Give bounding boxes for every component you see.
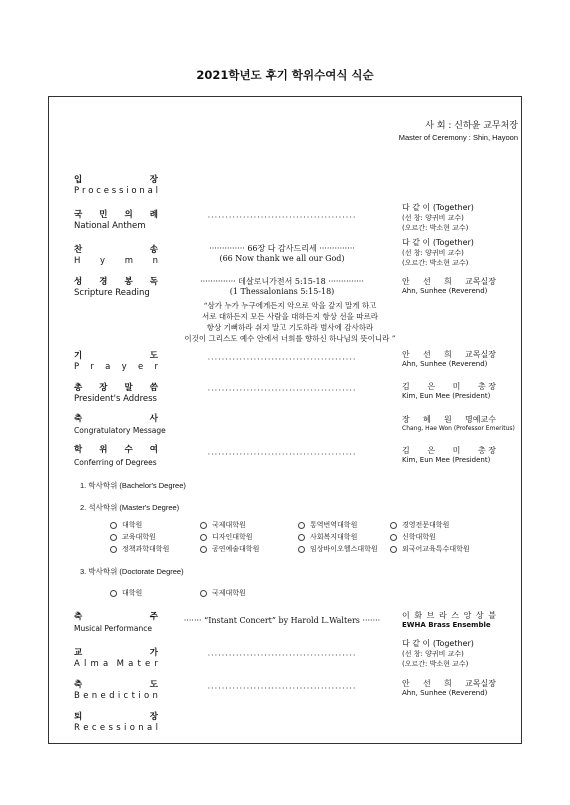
bachelor-heading: 1. 학사학위 (Bachelor's Degree) bbox=[80, 481, 186, 490]
doctor-heading: 3. 박사학위 (Doctorate Degree) bbox=[80, 567, 184, 576]
page-title: 2021학년도 후기 학위수여식 식순 bbox=[196, 68, 374, 82]
scripture-ref-en: (1 Thessalonians 5:15-18) bbox=[229, 287, 335, 296]
alma-ko: 교 가 bbox=[74, 648, 158, 658]
musical-title: ······· “Instant Concert” by Harold L.Walters ······· bbox=[183, 616, 381, 625]
scripture-performer: 안 선 희 교목실장 Ahn, Sunhee (Reverend) bbox=[402, 277, 496, 295]
master-option: 임상바이오헬스대학원 bbox=[298, 544, 378, 554]
scripture-en: Scripture Reading bbox=[74, 288, 150, 298]
prayer-en: P r a y e r bbox=[74, 362, 158, 372]
scripture-ko: 성 경 봉 독 bbox=[74, 277, 158, 287]
musical-ko: 축 주 bbox=[74, 612, 158, 622]
scripture-quote: “삼가 누가 누구에게든지 악으로 악을 갚지 말게 하고 서로 대하든지 모든 사람을 대하든지 항상 선을 따르라 항상 기뻐하라 쉬지 말고 기도하라 범사에 감사하라 이것이 그리스도 예수 안에서 너희를 향하신 하나님의 뜻이니라 ” bbox=[184, 301, 396, 343]
master-option: 경영전문대학원 bbox=[390, 520, 449, 530]
congrat-performer: 장 혜 원 명예교수 Chang, Hae Won (Professor Emeritus) bbox=[402, 415, 515, 432]
hymn-title-ko: ·············· 66장 다 감사드리세 ·············· bbox=[209, 244, 355, 253]
scripture-ref-ko: ·············· 데살로니가전서 5:15-18 ·············· bbox=[200, 277, 364, 286]
hymn-title-en: (66 Now thank we all our God) bbox=[219, 254, 345, 263]
president-leader: ·········································· bbox=[207, 386, 357, 395]
musical-en: Musical Performance bbox=[74, 624, 152, 633]
master-option: 교육대학원 bbox=[110, 532, 156, 542]
master-option: 공연예술대학원 bbox=[200, 544, 259, 554]
conferring-en: Conferring of Degrees bbox=[74, 458, 157, 467]
master-option: 사회복지대학원 bbox=[298, 532, 357, 542]
master-option: 외국어교육특수대학원 bbox=[390, 544, 470, 554]
circle-bullet-icon bbox=[110, 522, 117, 529]
circle-bullet-icon bbox=[298, 546, 305, 553]
doctor-option: 국제대학원 bbox=[200, 588, 246, 598]
circle-bullet-icon bbox=[200, 546, 207, 553]
president-ko: 총 장 말 씀 bbox=[74, 383, 158, 393]
benediction-leader: ·········································· bbox=[207, 684, 357, 693]
benediction-ko: 축 도 bbox=[74, 680, 158, 690]
master-option: 국제대학원 bbox=[200, 520, 246, 530]
circle-bullet-icon bbox=[390, 522, 397, 529]
doctor-option: 대학원 bbox=[110, 588, 142, 598]
president-en: President's Address bbox=[74, 394, 157, 404]
recessional-en: R e c e s s i o n a l bbox=[74, 723, 158, 733]
processional-ko: 입 장 bbox=[74, 175, 158, 185]
conferring-performer: 김 은 미 총 장 Kim, Eun Mee (President) bbox=[402, 446, 496, 464]
processional-en: P r o c e s s i o n a l bbox=[74, 186, 158, 196]
master-option: 신학대학원 bbox=[390, 532, 436, 542]
conferring-ko: 학 위 수 여 bbox=[74, 445, 158, 455]
benediction-performer: 안 선 희 교목실장 Ahn, Sunhee (Reverend) bbox=[402, 679, 496, 697]
circle-bullet-icon bbox=[390, 546, 397, 553]
benediction-en: B e n e d i c t i o n bbox=[74, 691, 158, 701]
anthem-ko: 국 민 의 례 bbox=[74, 210, 158, 220]
hymn-en: H y m n bbox=[74, 256, 158, 266]
anthem-performer: 다 같 이 (Together) (선 창: 양귀비 교수) (오르간: 박소현 교수) bbox=[402, 203, 474, 232]
prayer-performer: 안 선 희 교목실장 Ahn, Sunhee (Reverend) bbox=[402, 350, 496, 368]
musical-performer: 이 화 브 라 스 앙 상 블 EWHA Brass Ensemble bbox=[402, 611, 496, 629]
master-heading: 2. 석사학위 (Master's Degree) bbox=[80, 503, 180, 512]
congrat-en: Congratulatory Message bbox=[74, 426, 166, 435]
alma-performer: 다 같 이 (Together) (선 창: 양귀비 교수) (오르간: 박소현 교수) bbox=[402, 639, 474, 668]
anthem-en: National Anthem bbox=[74, 221, 146, 231]
circle-bullet-icon bbox=[110, 534, 117, 541]
alma-en: A l m a M a t e r bbox=[74, 659, 158, 669]
master-of-ceremony-en: Master of Ceremony : Shin, Hayoon bbox=[398, 133, 518, 142]
master-of-ceremony-ko: 사 회 : 신하윤 교무처장 bbox=[425, 121, 518, 131]
prayer-ko: 기 도 bbox=[74, 351, 158, 361]
master-option: 대학원 bbox=[110, 520, 142, 530]
congrat-ko: 축 사 bbox=[74, 414, 158, 424]
circle-bullet-icon bbox=[200, 590, 207, 597]
hymn-performer: 다 같 이 (Together) (선 창: 양귀비 교수) (오르간: 박소현 교수) bbox=[402, 238, 474, 267]
circle-bullet-icon bbox=[298, 534, 305, 541]
master-option: 정책과학대학원 bbox=[110, 544, 169, 554]
circle-bullet-icon bbox=[110, 546, 117, 553]
recessional-ko: 퇴 장 bbox=[74, 712, 158, 722]
circle-bullet-icon bbox=[298, 522, 305, 529]
master-option: 디자인대학원 bbox=[200, 532, 253, 542]
circle-bullet-icon bbox=[110, 590, 117, 597]
prayer-leader: ·········································· bbox=[207, 355, 357, 364]
alma-leader: ·········································· bbox=[207, 651, 357, 660]
circle-bullet-icon bbox=[200, 522, 207, 529]
master-option: 통역번역대학원 bbox=[298, 520, 357, 530]
hymn-ko: 찬 송 bbox=[74, 245, 158, 255]
anthem-leader: ·········································· bbox=[207, 213, 357, 222]
president-performer: 김 은 미 총 장 Kim, Eun Mee (President) bbox=[402, 382, 496, 400]
circle-bullet-icon bbox=[200, 534, 207, 541]
circle-bullet-icon bbox=[390, 534, 397, 541]
conferring-leader: ·········································· bbox=[207, 450, 357, 459]
